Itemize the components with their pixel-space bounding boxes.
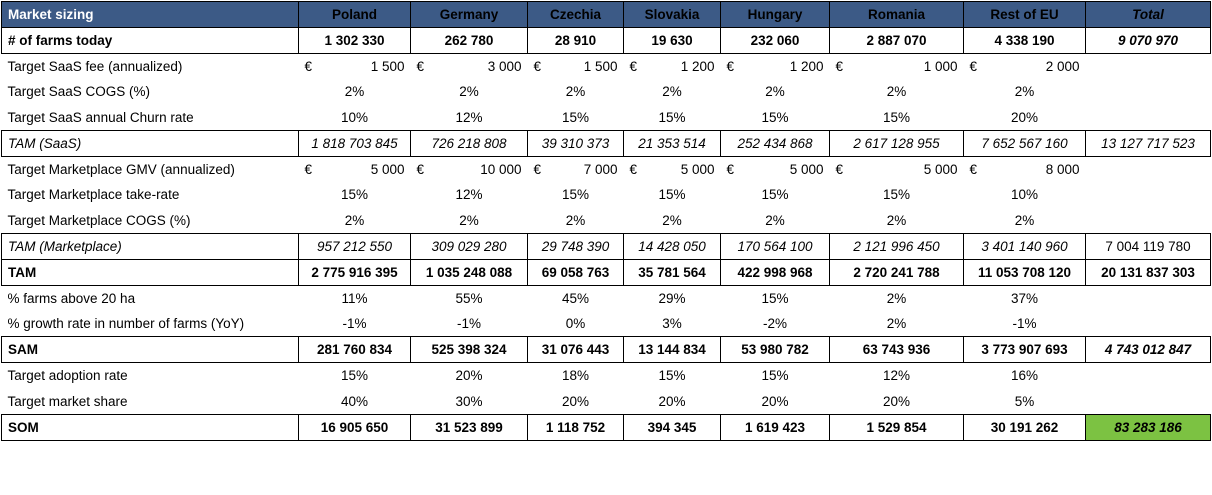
- cell-czechia: 20%: [561, 393, 590, 409]
- cell-czechia: 2%: [565, 84, 586, 100]
- cell-poland: 1 302 330: [299, 27, 411, 53]
- currency-symbol: €: [835, 58, 844, 74]
- cell-czechia: 2%: [565, 213, 586, 229]
- cell-germany: 525 398 324: [411, 337, 528, 363]
- market-sizing-table: [1, 1, 1211, 441]
- cell-germany: 262 780: [411, 27, 528, 53]
- cell-poland: 40%: [340, 393, 369, 409]
- table-row: [2, 388, 1211, 414]
- cell-slovakia: 35 781 564: [624, 259, 721, 285]
- cell-germany: [411, 53, 528, 79]
- table-row: [2, 363, 1211, 389]
- column-header-slovakia: Slovakia: [624, 2, 721, 28]
- cell-czechia: 39 310 373: [528, 130, 624, 156]
- currency-symbol: €: [969, 58, 978, 74]
- cell-romania: [830, 156, 964, 182]
- row-label: Target SaaS annual Churn rate: [7, 109, 194, 125]
- cell-total: [1086, 363, 1211, 389]
- cell-value: 5 000: [680, 161, 715, 177]
- cell-romania: 1 529 854: [830, 414, 964, 440]
- cell-rest-of-eu: 4 338 190: [964, 27, 1086, 53]
- row-label: TAM (Marketplace): [2, 234, 299, 260]
- cell-poland: 10%: [340, 109, 369, 125]
- cell-czechia: 1 118 752: [528, 414, 624, 440]
- cell-total: [1086, 79, 1211, 105]
- cell-rest-of-eu: 16%: [1010, 368, 1039, 384]
- cell-value: 8 000: [1045, 161, 1080, 177]
- cell-poland: 957 212 550: [299, 234, 411, 260]
- cell-germany: 20%: [455, 368, 483, 384]
- cell-total: [1086, 311, 1211, 337]
- table-row: [2, 337, 1211, 363]
- row-label: SOM: [2, 414, 299, 440]
- currency-symbol: €: [726, 161, 735, 177]
- cell-rest-of-eu: 3 773 907 693: [964, 337, 1086, 363]
- cell-slovakia: 2%: [662, 213, 682, 229]
- column-header-germany: Germany: [411, 2, 528, 28]
- cell-hungary: -2%: [762, 316, 787, 332]
- cell-czechia: 45%: [561, 290, 590, 306]
- cell-total: [1086, 208, 1211, 234]
- currency-symbol: €: [726, 58, 735, 74]
- cell-value: 1 500: [370, 58, 405, 74]
- cell-romania: 2 720 241 788: [830, 259, 964, 285]
- cell-value: 1 000: [923, 58, 958, 74]
- cell-czechia: 15%: [561, 187, 590, 203]
- cell-romania: [830, 53, 964, 79]
- cell-total: [1086, 182, 1211, 208]
- cell-czechia: 69 058 763: [528, 259, 624, 285]
- table-row: [2, 208, 1211, 234]
- cell-total: 13 127 717 523: [1086, 130, 1211, 156]
- cell-hungary: 15%: [761, 109, 789, 125]
- cell-germany: 12%: [455, 187, 483, 203]
- cell-czechia: 31 076 443: [528, 337, 624, 363]
- cell-slovakia: 15%: [658, 109, 686, 125]
- cell-romania: 2%: [886, 316, 907, 332]
- cell-total: [1086, 285, 1211, 311]
- cell-hungary: 15%: [761, 187, 789, 203]
- table-row: [2, 234, 1211, 260]
- cell-rest-of-eu: 2%: [1014, 213, 1035, 229]
- cell-romania: 63 743 936: [830, 337, 964, 363]
- table-body: [2, 27, 1211, 440]
- cell-slovakia: 15%: [658, 187, 686, 203]
- cell-germany: [411, 156, 528, 182]
- table-row: [2, 130, 1211, 156]
- cell-total: 7 004 119 780: [1086, 234, 1211, 260]
- cell-poland: 2 775 916 395: [299, 259, 411, 285]
- currency-symbol: €: [629, 58, 638, 74]
- cell-slovakia: 15%: [658, 368, 686, 384]
- cell-rest-of-eu: 2%: [1014, 84, 1035, 100]
- cell-czechia: [528, 156, 624, 182]
- cell-poland: 1 818 703 845: [299, 130, 411, 156]
- cell-rest-of-eu: 11 053 708 120: [964, 259, 1086, 285]
- row-label: Target SaaS COGS (%): [7, 84, 151, 100]
- cell-rest-of-eu: 37%: [1010, 290, 1039, 306]
- cell-rest-of-eu: -1%: [1012, 316, 1037, 332]
- cell-hungary: 2%: [765, 84, 785, 100]
- cell-rest-of-eu: 30 191 262: [964, 414, 1086, 440]
- header-row: [2, 2, 1211, 28]
- table-row: [2, 182, 1211, 208]
- row-label: Target adoption rate: [7, 368, 128, 384]
- row-label: Target market share: [7, 393, 128, 409]
- cell-poland: 11%: [341, 290, 368, 306]
- cell-hungary: [721, 156, 830, 182]
- cell-germany: -1%: [456, 316, 481, 332]
- row-label: # of farms today: [2, 27, 299, 53]
- cell-romania: 15%: [882, 109, 911, 125]
- column-header-czechia: Czechia: [528, 2, 624, 28]
- cell-czechia: 15%: [561, 109, 590, 125]
- cell-slovakia: 3%: [662, 316, 682, 332]
- cell-romania: 20%: [882, 393, 911, 409]
- cell-slovakia: 13 144 834: [624, 337, 721, 363]
- cell-romania: 15%: [882, 187, 911, 203]
- cell-poland: 2%: [344, 213, 365, 229]
- cell-hungary: 2%: [765, 213, 785, 229]
- cell-hungary: 252 434 868: [721, 130, 830, 156]
- cell-hungary: 422 998 968: [721, 259, 830, 285]
- column-header-romania: Romania: [830, 2, 964, 28]
- cell-hungary: [721, 53, 830, 79]
- cell-poland: 15%: [340, 368, 369, 384]
- cell-poland: 15%: [340, 187, 369, 203]
- cell-value: 1 200: [789, 58, 824, 74]
- cell-hungary: 53 980 782: [721, 337, 830, 363]
- table-row: [2, 105, 1211, 131]
- table-row: [2, 27, 1211, 53]
- cell-value: 5 000: [789, 161, 824, 177]
- cell-czechia: 28 910: [528, 27, 624, 53]
- cell-value: 2 000: [1045, 58, 1080, 74]
- cell-rest-of-eu: [964, 53, 1086, 79]
- cell-value: 5 000: [923, 161, 958, 177]
- cell-poland: [299, 53, 411, 79]
- cell-value: 10 000: [480, 161, 522, 177]
- cell-czechia: [528, 53, 624, 79]
- currency-symbol: €: [304, 161, 313, 177]
- currency-symbol: €: [533, 58, 542, 74]
- cell-romania: 2 617 128 955: [830, 130, 964, 156]
- cell-germany: 309 029 280: [411, 234, 528, 260]
- cell-poland: -1%: [342, 316, 367, 332]
- table-row: [2, 285, 1211, 311]
- cell-value: 7 000: [583, 161, 618, 177]
- table-row: [2, 259, 1211, 285]
- cell-germany: 2%: [459, 213, 479, 229]
- cell-germany: 726 218 808: [411, 130, 528, 156]
- cell-rest-of-eu: 10%: [1010, 187, 1039, 203]
- row-label: % growth rate in number of farms (YoY): [7, 316, 245, 332]
- cell-poland: [299, 156, 411, 182]
- cell-hungary: 170 564 100: [721, 234, 830, 260]
- cell-rest-of-eu: 3 401 140 960: [964, 234, 1086, 260]
- cell-czechia: 0%: [565, 316, 586, 332]
- currency-symbol: €: [416, 161, 425, 177]
- cell-poland: 281 760 834: [299, 337, 411, 363]
- cell-total: 4 743 012 847: [1086, 337, 1211, 363]
- cell-hungary: 15%: [761, 368, 789, 384]
- cell-slovakia: 394 345: [624, 414, 721, 440]
- column-header-rest-of-eu: Rest of EU: [964, 2, 1086, 28]
- currency-symbol: €: [629, 161, 638, 177]
- cell-romania: 2%: [886, 84, 907, 100]
- cell-germany: 12%: [455, 109, 483, 125]
- cell-hungary: 20%: [761, 393, 789, 409]
- cell-slovakia: 29%: [658, 290, 686, 306]
- row-label: SAM: [2, 337, 299, 363]
- cell-poland: 2%: [344, 84, 365, 100]
- column-header-hungary: Hungary: [721, 2, 830, 28]
- cell-total: 83 283 186: [1086, 414, 1211, 440]
- cell-slovakia: 19 630: [624, 27, 721, 53]
- currency-symbol: €: [416, 58, 425, 74]
- cell-value: 1 500: [583, 58, 618, 74]
- currency-symbol: €: [835, 161, 844, 177]
- table-row: [2, 156, 1211, 182]
- row-label: TAM (SaaS): [2, 130, 299, 156]
- cell-rest-of-eu: [964, 156, 1086, 182]
- cell-germany: 2%: [459, 84, 479, 100]
- cell-romania: 2%: [886, 213, 907, 229]
- table-row: [2, 414, 1211, 440]
- cell-slovakia: 21 353 514: [624, 130, 721, 156]
- cell-romania: 2%: [886, 290, 907, 306]
- row-label: % farms above 20 ha: [7, 290, 136, 306]
- cell-rest-of-eu: 7 652 567 160: [964, 130, 1086, 156]
- row-label: Target SaaS fee (annualized): [7, 58, 183, 74]
- column-header-poland: Poland: [299, 2, 411, 28]
- cell-germany: 31 523 899: [411, 414, 528, 440]
- row-label: Target Marketplace COGS (%): [7, 213, 191, 229]
- currency-symbol: €: [533, 161, 542, 177]
- cell-total: 9 070 970: [1086, 27, 1211, 53]
- cell-rest-of-eu: 5%: [1014, 393, 1035, 409]
- cell-slovakia: [624, 53, 721, 79]
- cell-czechia: 29 748 390: [528, 234, 624, 260]
- cell-slovakia: 2%: [662, 84, 682, 100]
- table-row: [2, 79, 1211, 105]
- cell-romania: 12%: [882, 368, 911, 384]
- cell-value: 1 200: [680, 58, 715, 74]
- cell-czechia: 18%: [561, 368, 590, 384]
- cell-total: [1086, 105, 1211, 131]
- cell-total: [1086, 53, 1211, 79]
- cell-value: 3 000: [487, 58, 522, 74]
- cell-total: [1086, 156, 1211, 182]
- cell-germany: 55%: [455, 290, 483, 306]
- cell-hungary: 1 619 423: [721, 414, 830, 440]
- column-header-total: Total: [1086, 2, 1211, 28]
- cell-slovakia: 14 428 050: [624, 234, 721, 260]
- table-row: [2, 311, 1211, 337]
- row-label: Target Marketplace GMV (annualized): [7, 161, 235, 177]
- cell-hungary: 15%: [761, 290, 789, 306]
- table-row: [2, 53, 1211, 79]
- cell-total: 20 131 837 303: [1086, 259, 1211, 285]
- cell-slovakia: 20%: [658, 393, 686, 409]
- currency-symbol: €: [969, 161, 978, 177]
- cell-romania: 2 121 996 450: [830, 234, 964, 260]
- cell-germany: 30%: [455, 393, 483, 409]
- currency-symbol: €: [304, 58, 313, 74]
- cell-poland: 16 905 650: [299, 414, 411, 440]
- cell-value: 5 000: [370, 161, 405, 177]
- row-label: TAM: [2, 259, 299, 285]
- row-label: Target Marketplace take-rate: [7, 187, 180, 203]
- cell-germany: 1 035 248 088: [411, 259, 528, 285]
- header-label: Market sizing: [2, 2, 299, 28]
- cell-romania: 2 887 070: [830, 27, 964, 53]
- cell-hungary: 232 060: [721, 27, 830, 53]
- cell-rest-of-eu: 20%: [1010, 109, 1039, 125]
- cell-total: [1086, 388, 1211, 414]
- cell-slovakia: [624, 156, 721, 182]
